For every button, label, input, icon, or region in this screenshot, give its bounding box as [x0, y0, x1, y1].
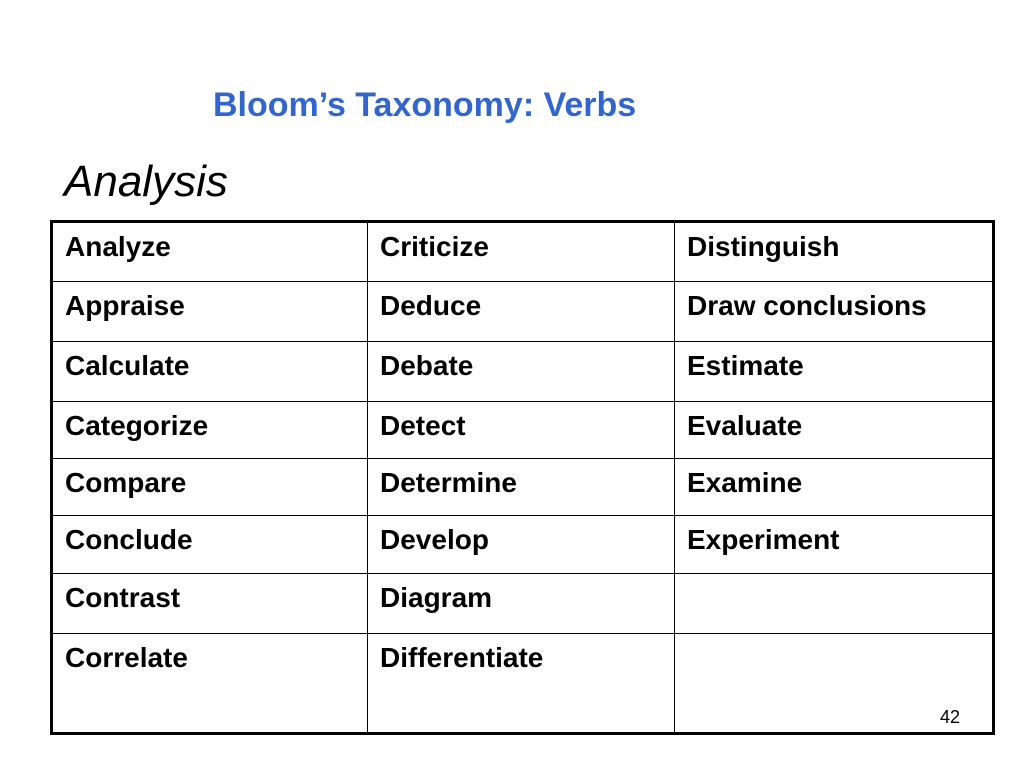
table-cell: Diagram: [368, 574, 675, 634]
table-cell: Debate: [368, 342, 675, 402]
table-cell: [675, 574, 994, 634]
table-cell: Contrast: [52, 574, 368, 634]
table-row: [52, 516, 994, 574]
verb-table: [50, 220, 995, 735]
table-row: [52, 402, 994, 459]
table-row: [52, 282, 994, 342]
table-cell: Determine: [368, 459, 675, 516]
table-cell: Distinguish: [675, 222, 994, 282]
table-cell: Examine: [675, 459, 994, 516]
section-heading: Analysis: [64, 157, 228, 206]
table-cell: Conclude: [52, 516, 368, 574]
table-cell: Estimate: [675, 342, 994, 402]
table-cell: Appraise: [52, 282, 368, 342]
table-row: [52, 222, 994, 282]
table-cell: Develop: [368, 516, 675, 574]
table-cell: Calculate: [52, 342, 368, 402]
table-cell: Analyze: [52, 222, 368, 282]
table-row: [52, 459, 994, 516]
table-cell: Compare: [52, 459, 368, 516]
table-row: [52, 634, 994, 734]
table-row: [52, 574, 994, 634]
table-cell: Differentiate: [368, 634, 675, 734]
page-number: 42: [940, 707, 961, 727]
table-cell: Experiment: [675, 516, 994, 574]
table-cell: Criticize: [368, 222, 675, 282]
table-cell: Correlate: [52, 634, 368, 734]
slide-title: Bloom’s Taxonomy: Verbs: [213, 86, 637, 124]
table-cell: Evaluate: [675, 402, 994, 459]
table-cell: Detect: [368, 402, 675, 459]
table-cell: Categorize: [52, 402, 368, 459]
table-cell: Draw conclusions: [675, 282, 994, 342]
table-row: [52, 342, 994, 402]
table-cell: Deduce: [368, 282, 675, 342]
